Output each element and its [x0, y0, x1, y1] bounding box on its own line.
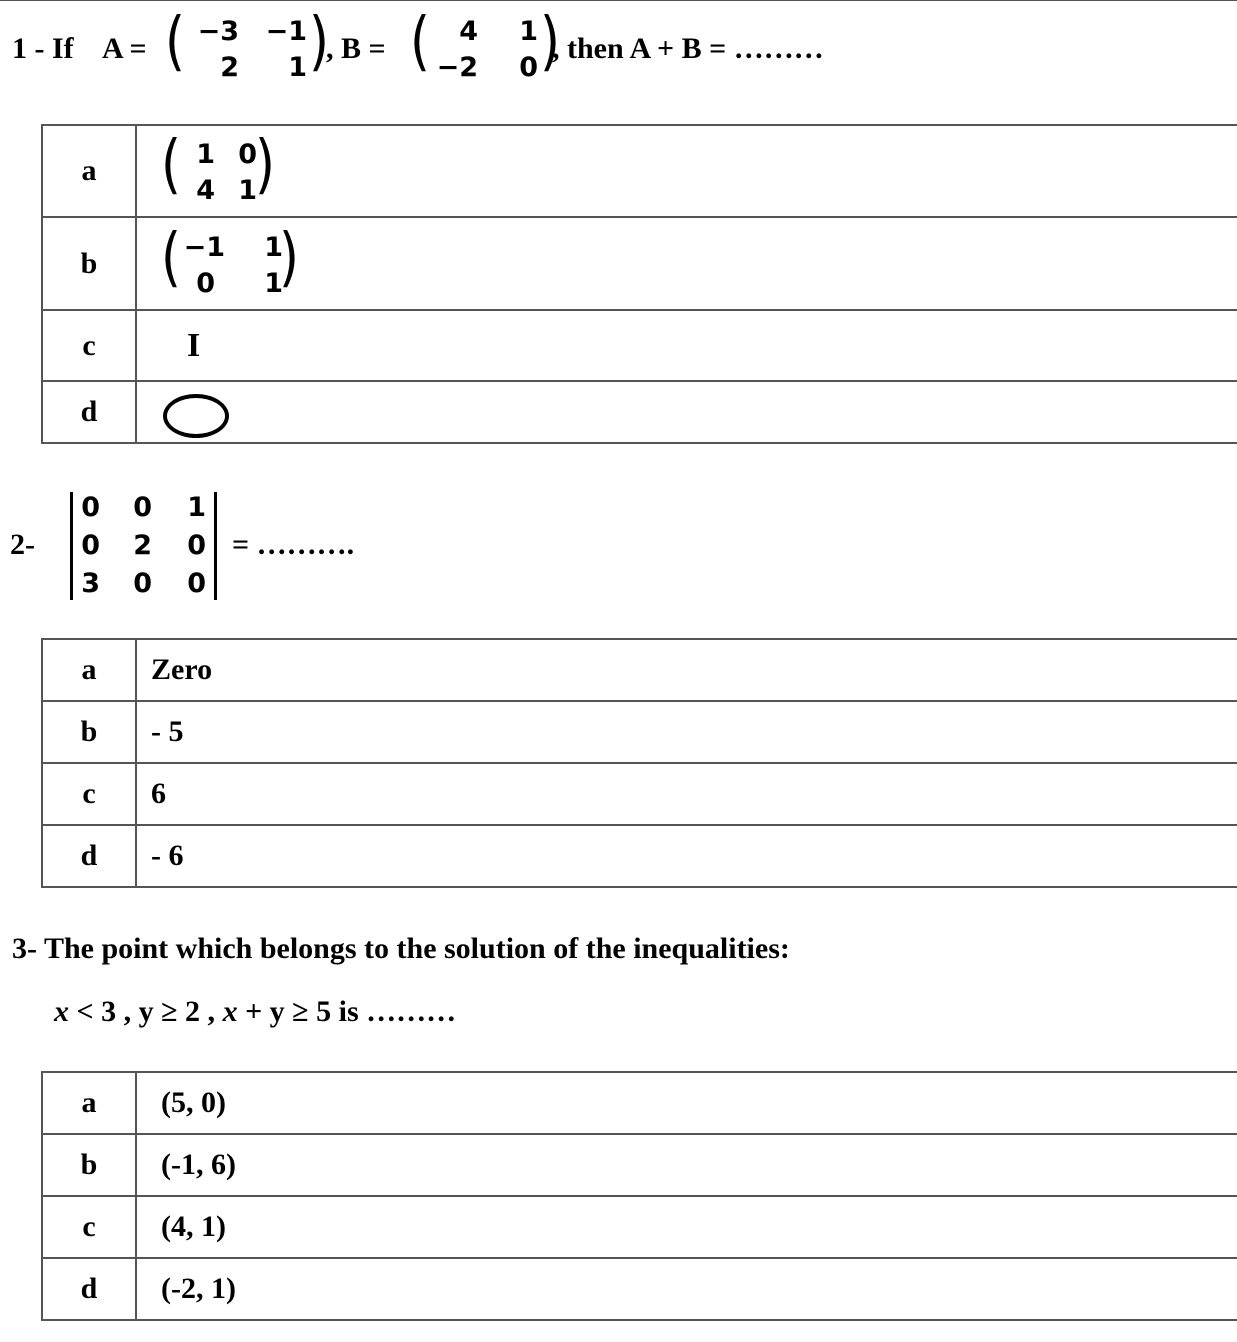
matrix-cell: 0	[238, 139, 257, 170]
q1-number: 1 - If	[12, 32, 74, 65]
det-cell: 0	[133, 492, 152, 523]
option-letter: b	[42, 1134, 136, 1196]
option-letter: c	[42, 763, 136, 825]
option-row-a[interactable]	[42, 639, 1237, 701]
option-letter: c	[42, 310, 136, 381]
q1-matrix-b: ( 4 1 −2 0 )	[410, 5, 560, 83]
option-text: (4, 1)	[136, 1196, 1237, 1258]
q1-options-table	[41, 124, 1237, 444]
option-row-c[interactable]	[42, 763, 1237, 825]
det-cell: 1	[187, 492, 206, 523]
option-letter: b	[42, 217, 136, 310]
matrix-cell: 4	[459, 16, 478, 47]
q3-options-table	[41, 1071, 1237, 1321]
matrix-cell: 1	[196, 139, 215, 170]
matrix-cell: 1	[288, 52, 307, 83]
inequality-text: + y ≥ 5 is ………	[237, 995, 457, 1028]
option-row-b[interactable]	[42, 1134, 1237, 1196]
det-cell: 0	[133, 568, 152, 599]
option-text: 6	[136, 763, 1237, 825]
option-letter: b	[42, 701, 136, 763]
q1-a-label: A =	[102, 32, 147, 65]
det-cell: 0	[81, 530, 100, 561]
option-content	[136, 310, 1237, 381]
matrix-cell: 2	[220, 52, 239, 83]
option-content	[136, 125, 1237, 217]
option-letter: a	[42, 1072, 136, 1134]
q3-question-text: 3- The point which belongs to the solution of the inequalities:	[12, 932, 790, 965]
q1-b-label: , B =	[326, 32, 386, 65]
option-row-d[interactable]	[42, 1258, 1237, 1320]
option-row-c[interactable]	[42, 1196, 1237, 1258]
option-content	[136, 217, 1237, 310]
option-row-a[interactable]	[42, 1072, 1237, 1134]
q1-tail: , then A + B = ………	[552, 32, 824, 65]
matrix-cell: 1	[264, 231, 283, 263]
q1-matrix-a: ( −3 −1 2 1 )	[165, 5, 329, 83]
matrix-cell: 0	[196, 267, 215, 299]
q2-tail: = ……….	[232, 528, 355, 561]
option-letter: d	[42, 381, 136, 443]
option-matrix: ( −1 1 0 1 )	[161, 220, 299, 299]
option-letter: a	[42, 125, 136, 217]
option-row-a[interactable]	[42, 125, 1237, 217]
option-text: - 5	[136, 701, 1237, 763]
option-row-d[interactable]	[42, 381, 1237, 443]
zero-matrix-symbol	[163, 394, 229, 438]
top-border-line	[0, 0, 1237, 1]
option-text: (-2, 1)	[136, 1258, 1237, 1320]
matrix-cell: 1	[519, 16, 538, 47]
option-letter: a	[42, 639, 136, 701]
option-letter: d	[42, 825, 136, 887]
var-x: x	[54, 995, 69, 1028]
det-cell: 0	[187, 530, 206, 561]
option-letter: d	[42, 1258, 136, 1320]
matrix-cell: −1	[265, 16, 307, 47]
option-text: - 6	[136, 825, 1237, 887]
matrix-cell: 1	[264, 267, 283, 299]
option-row-b[interactable]	[42, 701, 1237, 763]
matrix-cell: −1	[183, 231, 225, 263]
option-text: Zero	[136, 639, 1237, 701]
identity-symbol: I	[187, 326, 201, 364]
matrix-cell: −2	[436, 52, 478, 83]
q2-options-table	[41, 638, 1237, 888]
option-text: (5, 0)	[136, 1072, 1237, 1134]
matrix-cell: 1	[238, 175, 257, 206]
matrix-cell: −3	[197, 16, 239, 47]
option-row-c[interactable]	[42, 310, 1237, 381]
option-row-b[interactable]	[42, 217, 1237, 310]
q2-number: 2-	[10, 528, 35, 561]
option-text: (-1, 6)	[136, 1134, 1237, 1196]
det-cell: 3	[81, 568, 100, 599]
inequality-text: < 3 , y ≥ 2 ,	[69, 995, 223, 1028]
option-letter: c	[42, 1196, 136, 1258]
matrix-cell: 0	[519, 52, 538, 83]
q2-determinant	[68, 488, 228, 604]
option-matrix: ( 1 0 4 1 )	[161, 128, 275, 206]
var-x: x	[222, 995, 238, 1028]
q3-inequalities	[54, 995, 456, 1029]
det-cell: 0	[187, 568, 206, 599]
matrix-cell: 4	[196, 175, 215, 206]
det-cell: 0	[81, 492, 100, 523]
det-cell: 2	[133, 530, 152, 561]
option-row-d[interactable]	[42, 825, 1237, 887]
option-content	[136, 381, 1237, 443]
